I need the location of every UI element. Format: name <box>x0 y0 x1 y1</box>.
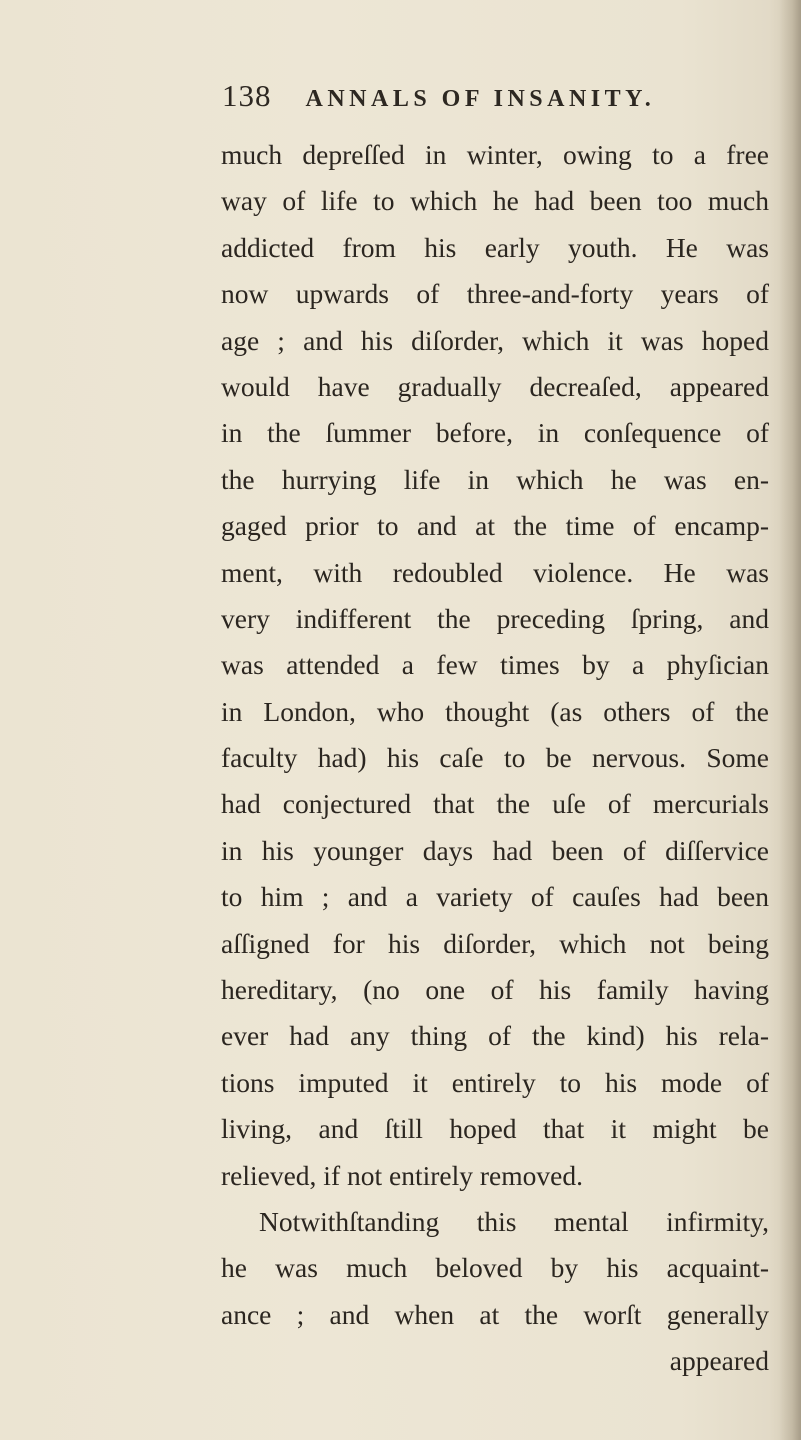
page-edge-shadow <box>779 0 801 1440</box>
text-line: to him ; and a variety of cauſes had been <box>221 881 769 913</box>
running-title: ANNALS OF INSANITY. <box>305 86 656 112</box>
text-line: would have gradually decreaſed, appeared <box>221 370 769 402</box>
text-line: living, and ſtill hoped that it might be <box>221 1113 769 1145</box>
text-line: the hurrying life in which he was en- <box>221 463 769 495</box>
text-line: now upwards of three-and-forty years of <box>221 278 769 310</box>
text-line: gaged prior to and at the time of encamp- <box>221 510 769 542</box>
text-line: aſſigned for his diſorder, which not being <box>221 927 769 959</box>
text-line: very indifferent the preceding ſpring, and <box>221 602 769 634</box>
text-line: was attended a few times by a phyſician <box>221 649 769 681</box>
text-line: ment, with redoubled violence. He was <box>221 556 769 588</box>
paragraph-end-line: relieved, if not entirely removed. <box>221 1159 583 1191</box>
text-line: ever had any thing of the kind) his rela- <box>221 1020 769 1052</box>
body-text <box>221 132 769 1385</box>
text-line: ance ; and when at the worſt generally <box>221 1298 769 1330</box>
text-line: in his younger days had been of diſſervice <box>221 834 769 866</box>
text-line: faculty had) his caſe to be nervous. Some <box>221 742 769 774</box>
paragraph-start-line: Notwithſtanding this mental infirmity, <box>259 1205 769 1237</box>
text-line: addicted from his early youth. He was <box>221 231 769 263</box>
text-line: he was much beloved by his acquaint- <box>221 1252 769 1284</box>
running-head <box>222 78 722 118</box>
text-line: way of life to which he had been too much <box>221 185 769 217</box>
text-line: age ; and his diſorder, which it was hoped <box>221 324 769 356</box>
text-line: had conjectured that the uſe of mercurials <box>221 788 769 820</box>
text-line: much depreſſed in winter, owing to a free <box>221 139 769 170</box>
page-number: 138 <box>222 78 272 113</box>
text-line: tions imputed it entirely to his mode of <box>221 1066 769 1098</box>
text-line: hereditary, (no one of his family having <box>221 974 769 1006</box>
text-line: in London, who thought (as others of the <box>221 695 769 727</box>
catchword: appeared <box>669 1345 769 1377</box>
text-line: in the ſummer before, in conſequence of <box>221 417 769 449</box>
